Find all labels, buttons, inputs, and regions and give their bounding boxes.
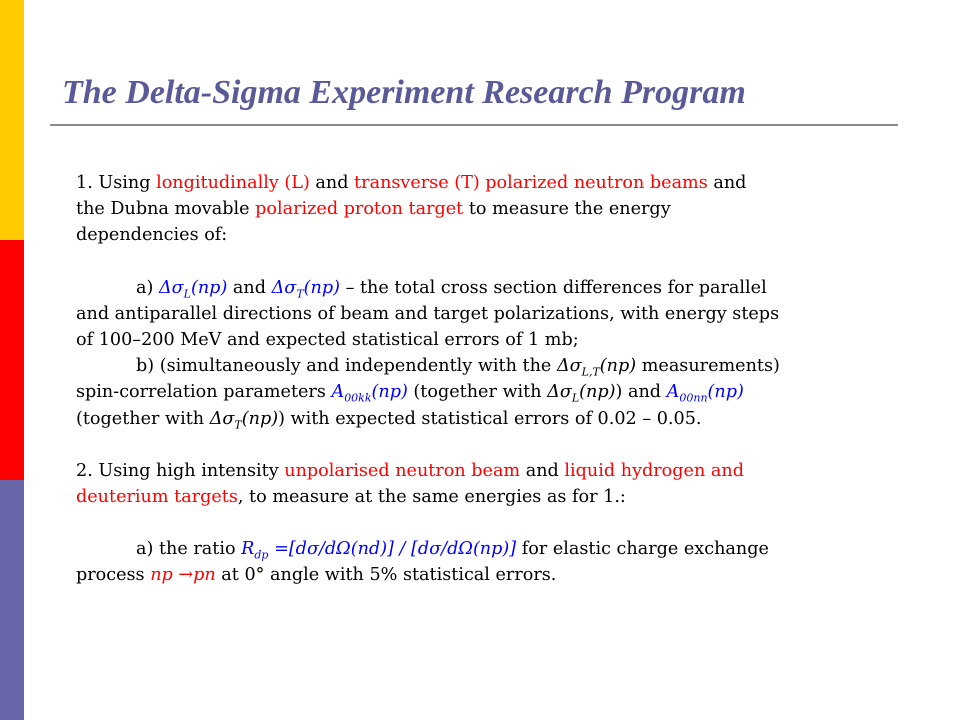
slide-title: The Delta-Sigma Experiment Research Program <box>62 74 746 111</box>
item1a-line3: of 100–200 MeV and expected statistical errors of 1 mb; <box>76 330 579 351</box>
item1b-line2: spin-correlation parameters $A_{00kk}(np)$ (together with $\Delta\sigma_L(np)$) and $A_{00nn}(np)$ <box>76 382 744 405</box>
slide-body <box>76 170 906 589</box>
arrow-right-icon: → <box>178 565 194 586</box>
item1a-line2: and antiparallel directions of beam and target polarizations, with energy steps <box>76 303 780 324</box>
side-bar-red <box>0 240 24 480</box>
item2a-line2: process np →pn at 0° angle with 5% statistical errors. <box>76 565 557 586</box>
item1b-line3: (together with $\Delta\sigma_T(np)$) with expected statistical errors of 0.02 – 0.05. <box>76 408 702 432</box>
item1-line2: the Dubna movable polarized proton target to measure the energy <box>76 199 671 220</box>
item1a-line1: a) $\Delta\sigma_L(np)$ and $\Delta\sigma_T(np)$ – the total cross section differences for parallel <box>136 277 767 301</box>
side-bar-blue <box>0 480 24 720</box>
item2a-line1: a) the ratio $R_{dp} =[d\sigma/d\Omega(nd)] / [d\sigma/d\Omega(np)]$ for elastic charge exchange <box>136 539 769 562</box>
item2-line1: 2. Using high intensity unpolarised neutron beam and liquid hydrogen and <box>76 460 744 481</box>
title-underline <box>50 124 898 126</box>
side-bar-yellow <box>0 0 24 240</box>
item1-line3: dependencies of: <box>76 225 228 246</box>
item1b-line1: b) (simultaneously and independently with the $\Delta\sigma_{L,T}(np)$ measurements) <box>136 356 780 379</box>
item1-line1: 1. Using longitudinally (L) and transverse (T) polarized neutron beams and <box>76 173 747 193</box>
item2-line2: deuterium targets, to measure at the same energies as for 1.: <box>76 487 626 508</box>
